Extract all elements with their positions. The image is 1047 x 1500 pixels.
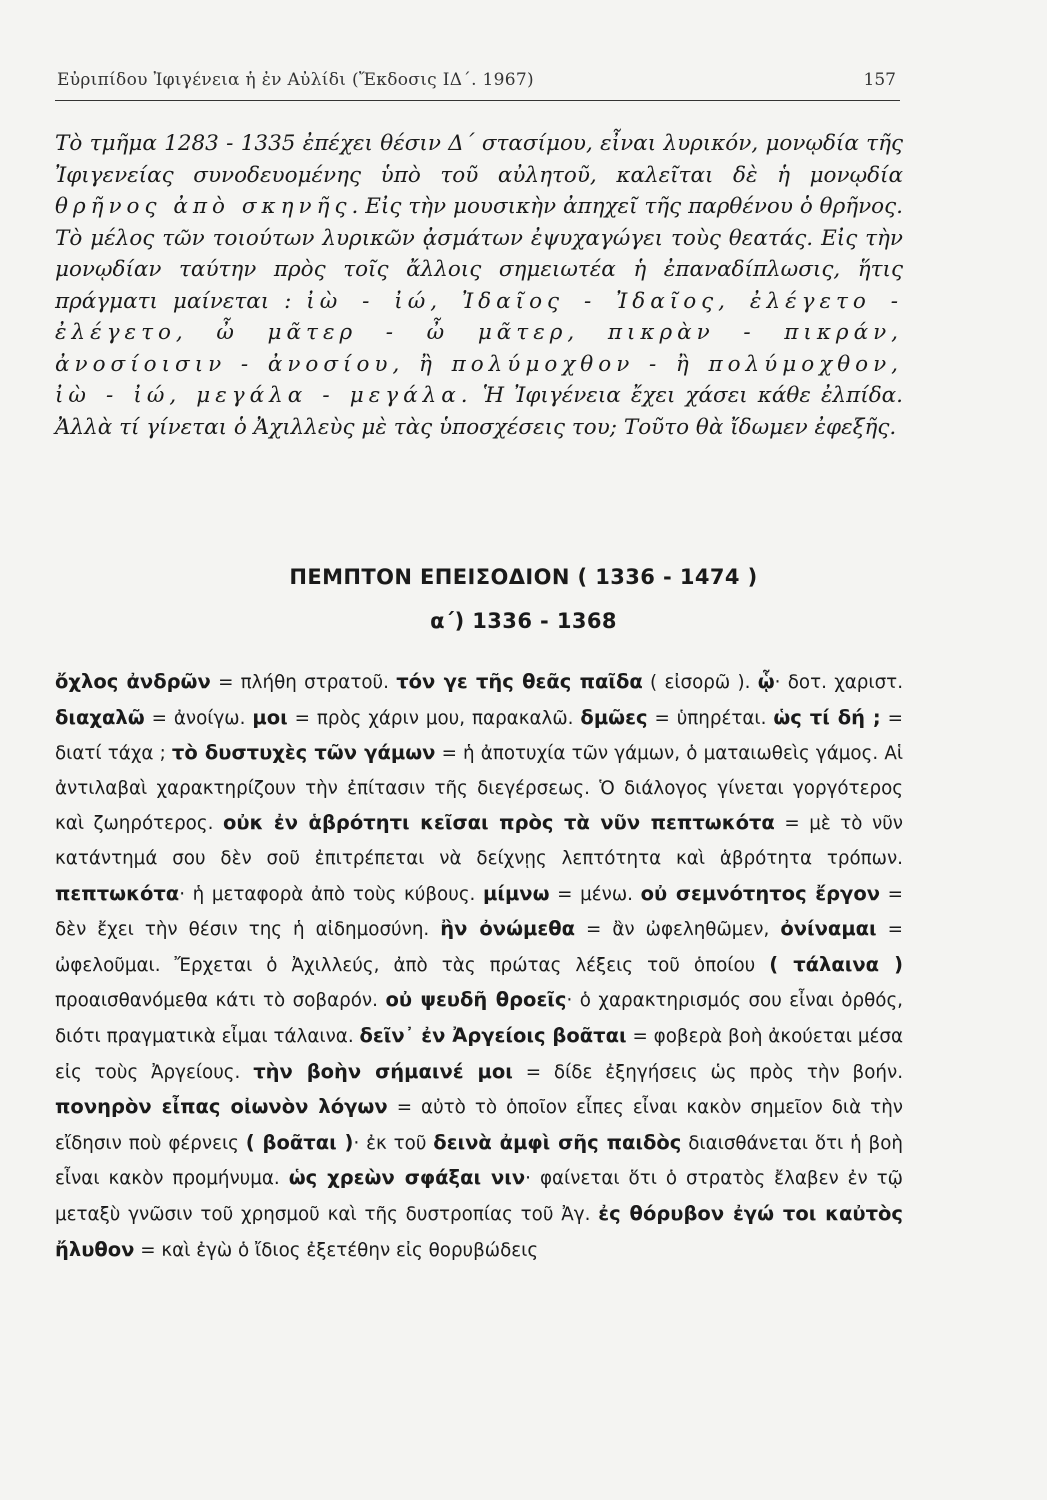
intro-spaced-term: θρῆνος ἀπὸ σκηνῆς bbox=[55, 194, 352, 219]
gloss: = διατί τάχα ; bbox=[55, 707, 903, 765]
lemma: ἢν ὀνώμεθα bbox=[440, 917, 576, 941]
gloss: = μένω. bbox=[549, 883, 641, 905]
lemma: μοι bbox=[252, 705, 288, 729]
gloss: = πρὸς χάριν μου, παρακαλῶ. bbox=[287, 707, 581, 729]
gloss: = μὲ τὸ νῦν κατάντημά σου δὲν σοῦ ἐπιτρέπεται νὰ δείχνῃς λεπτότητα καὶ ἁβρότητα τρόπων. bbox=[55, 813, 903, 869]
gloss: = ἡ ἀποτυχία τῶν γάμων, ὁ ματαιωθεὶς γάμος. Αἱ ἀντιλαβαὶ χαρακτηρίζουν τὴν ἐπίτασιν τῆς διεγέρσεως. Ὁ διάλογος γίνεται γοργότερος καὶ ζωηρότερος. bbox=[55, 743, 904, 835]
gloss: = ἂν ὠφεληθῶμεν, bbox=[575, 919, 781, 941]
lemma: ᾧ bbox=[757, 670, 775, 693]
lemma: ( βοᾶται ) bbox=[245, 1130, 354, 1154]
gloss: = φοβερὰ βοὴ ἀκούεται μέσα εἰς τοὺς Ἀργείους. bbox=[55, 1025, 904, 1083]
gloss: = καὶ ἐγὼ ὁ ἴδιος ἐξετέθην εἰς θορυβώδεις bbox=[134, 1239, 539, 1261]
lemma: μίμνω bbox=[483, 881, 550, 905]
section-subtitle: α΄) 1336 - 1368 bbox=[430, 609, 617, 633]
lemma: ( τάλαινα ) bbox=[769, 952, 903, 976]
lemma: ὄχλος ἀνδρῶν bbox=[55, 670, 211, 693]
gloss: · ἐκ τοῦ bbox=[353, 1132, 434, 1154]
gloss: = ὠφελοῦμαι. Ἔρχεται ὁ Ἀχιλλεύς, ἀπὸ τὰς πρώτας λέξεις τοῦ ὁποίου bbox=[55, 919, 904, 976]
page-number: 157 bbox=[863, 70, 896, 90]
lemma: οὐκ ἐν ἁβρότητι κεῖσαι πρὸς τὰ νῦν πεπτωκότα bbox=[222, 811, 775, 835]
gloss: = ἀνοίγω. bbox=[144, 707, 253, 729]
gloss: = δίδε ἐξηγήσεις ὡς πρὸς τὴν βοήν. bbox=[512, 1061, 904, 1083]
lemma: πεπτωκότα bbox=[55, 881, 180, 905]
lemma: ἐς θόρυβον ἐγώ τοι καὐτὸς ἤλυθον bbox=[55, 1201, 903, 1261]
section-title: ΠΕΜΠΤΟΝ ΕΠΕΙΣΟΔΙΟΝ ( 1336 - 1474 ) bbox=[289, 565, 758, 589]
gloss: ( εἰσορῶ ). bbox=[642, 672, 758, 693]
lemma: δεῖν᾽ ἐν Ἀργείοις βοᾶται bbox=[359, 1023, 627, 1047]
lemma: οὐ σεμνότητος ἔργον bbox=[640, 881, 881, 905]
lemma: δεινὰ ἀμφὶ σῆς παιδὸς bbox=[433, 1130, 682, 1154]
intro-text: Ἡ Ἰφιγένεια ἔχει χάσει κάθε ἐλπίδα. Ἀλλὰ τί γίνεται ὁ Ἀχιλλεὺς μὲ τὰς ὑποσχέσεις του; Τοῦτο θὰ ἴδωμεν ἐφεξῆς. bbox=[55, 383, 904, 440]
lemma: οὐ ψευδῆ θροεῖς bbox=[385, 988, 567, 1012]
lemma: διαχαλῶ bbox=[55, 705, 145, 729]
gloss: · ἡ μεταφορὰ ἀπὸ τοὺς κύβους. bbox=[179, 883, 483, 905]
gloss: · δοτ. χαριστ. bbox=[774, 672, 903, 693]
intro-paragraph bbox=[55, 128, 903, 443]
gloss: = ὑπηρέται. bbox=[647, 707, 774, 729]
gloss: = αὐτὸ τὸ ὁποῖον εἶπες εἶναι κακὸν σημεῖον διὰ τὴν εἴδησιν ποὺ φέρνεις bbox=[55, 1097, 903, 1154]
lemma: τόν γε τῆς θεᾶς παῖδα bbox=[396, 670, 643, 693]
intro-text: Τὸ τμῆμα 1283 - 1335 ἐπέχει θέσιν Δ΄ στασίμου, εἶναι λυρικόν, μονῳδία τῆς Ἰφιγενείας συνοδευομένης ὑπὸ τοῦ αὐλητοῦ, καλεῖται δὲ ἡ μονῳδία bbox=[55, 131, 903, 188]
lemma: τὴν βοὴν σήμαινέ μοι bbox=[253, 1059, 513, 1083]
lemma: ὡς τί δή ; bbox=[773, 705, 881, 729]
lemma: δμῶες bbox=[580, 705, 648, 729]
gloss: = δὲν ἔχει τὴν θέσιν της ἡ αἰδημοσύνη. bbox=[55, 883, 903, 941]
intro-spaced-examples: ἰὼ - ἰώ, Ἰδαῖος - Ἰδαῖος, ἐλέγετο - ἐλέγετο, ὦ μᾶτερ - ὦ μᾶτερ, πικρὰν - πικράν, ἀνοσίοισιν - ἀνοσίου, ἢ πολύμοχθον - ἢ πολύμοχθον, ἰὼ - ἰώ, μεγάλα - μεγάλα. bbox=[55, 288, 904, 408]
lemma: πονηρὸν εἶπας οἰωνὸν λόγων bbox=[55, 1095, 388, 1119]
gloss: · φαίνεται ὅτι ὁ στρατὸς ἔλαβεν ἐν τῷ μεταξὺ γνῶσιν τοῦ χρησμοῦ καὶ τῆς δυστροπίας τοῦ Ἀγ. bbox=[55, 1168, 903, 1225]
commentary-notes bbox=[55, 665, 903, 1268]
lemma: ὡς χρεὼν σφάξαι νιν bbox=[288, 1166, 526, 1190]
page-header bbox=[55, 66, 900, 101]
gloss: προαισθανόμεθα κάτι τὸ σοβαρόν. bbox=[55, 990, 386, 1012]
gloss: · ὁ χαρακτηρισμός σου εἶναι ὀρθός, διότι πραγματικὰ εἶμαι τάλαινα. bbox=[55, 990, 903, 1047]
lemma: τὸ δυστυχὲς τῶν γάμων bbox=[171, 741, 436, 765]
running-title: Εὐριπίδου Ἰφιγένεια ἡ ἐν Αὐλίδι (Ἔκδοσις ΙΔ΄. 1967) bbox=[57, 70, 534, 90]
lemma: ὀνίναμαι bbox=[780, 917, 877, 941]
gloss: διαισθάνεται ὅτι ἡ βοὴ εἶναι κακὸν προμήνυμα. bbox=[55, 1132, 903, 1190]
gloss: = πλήθη στρατοῦ. bbox=[210, 672, 397, 693]
intro-text: . Εἰς τὴν μουσικὴν ἀπηχεῖ τῆς παρθένου ὁ θρῆνος. Τὸ μέλος τῶν τοιούτων λυρικῶν ᾀσμάτων ἐψυχαγώγει τοὺς θεατάς. Εἰς τὴν μονῳδίαν ταύτην πρὸς τοῖς ἄλλοις σημειωτέα ἡ ἐπαναδίπλωσις, ἥτις πράγματι μαίνεται : bbox=[55, 194, 903, 314]
